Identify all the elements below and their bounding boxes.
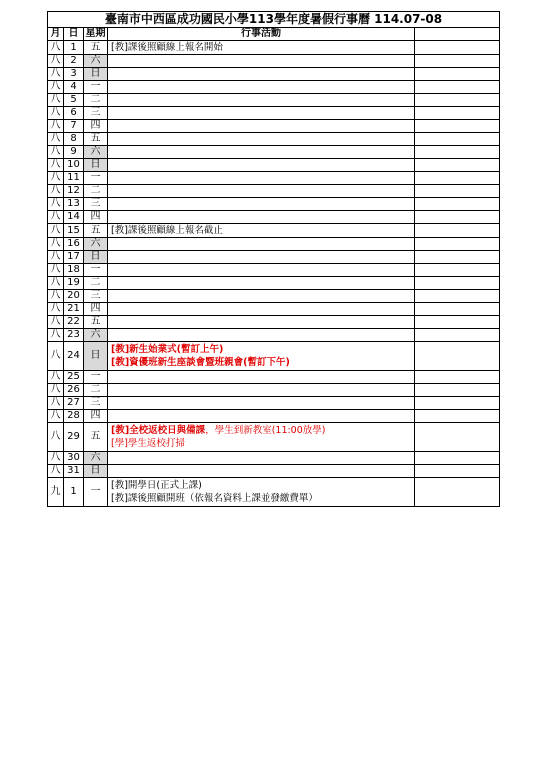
month-cell: 八 bbox=[48, 303, 64, 316]
activity-cell bbox=[108, 423, 415, 452]
activity-line bbox=[111, 492, 414, 505]
notes-cell bbox=[415, 55, 500, 68]
notes-cell bbox=[415, 81, 500, 94]
notes-cell bbox=[415, 224, 500, 238]
weekday-cell: 三 bbox=[84, 198, 108, 211]
weekday-cell: 日 bbox=[84, 251, 108, 264]
notes-cell bbox=[415, 133, 500, 146]
table-row bbox=[48, 94, 500, 107]
day-cell: 26 bbox=[64, 384, 84, 397]
notes-cell bbox=[415, 329, 500, 342]
day-cell: 5 bbox=[64, 94, 84, 107]
activity-cell bbox=[108, 159, 415, 172]
day-cell: 20 bbox=[64, 290, 84, 303]
notes-cell bbox=[415, 371, 500, 384]
weekday-cell: 六 bbox=[84, 55, 108, 68]
notes-cell bbox=[415, 211, 500, 224]
month-cell: 八 bbox=[48, 251, 64, 264]
table-row bbox=[48, 133, 500, 146]
month-cell: 八 bbox=[48, 224, 64, 238]
table-row bbox=[48, 107, 500, 120]
day-cell: 15 bbox=[64, 224, 84, 238]
notes-cell bbox=[415, 159, 500, 172]
table-row bbox=[48, 41, 500, 55]
month-cell: 八 bbox=[48, 238, 64, 251]
activity-text: [教]課後照顧線上報名開始 bbox=[111, 42, 223, 53]
notes-cell bbox=[415, 198, 500, 211]
page-title: 臺南市中西區成功國民小學113學年度暑假行事曆 114.07-08 bbox=[48, 12, 500, 28]
table-row bbox=[48, 55, 500, 68]
month-cell: 八 bbox=[48, 410, 64, 423]
notes-cell bbox=[415, 397, 500, 410]
notes-cell bbox=[415, 342, 500, 371]
day-cell: 10 bbox=[64, 159, 84, 172]
table-row bbox=[48, 316, 500, 329]
day-cell: 21 bbox=[64, 303, 84, 316]
weekday-cell: 三 bbox=[84, 107, 108, 120]
table-row bbox=[48, 397, 500, 410]
notes-cell bbox=[415, 41, 500, 55]
day-cell: 27 bbox=[64, 397, 84, 410]
notes-cell bbox=[415, 185, 500, 198]
activity-cell bbox=[108, 371, 415, 384]
calendar-sheet bbox=[47, 11, 500, 507]
table-row bbox=[48, 68, 500, 81]
month-cell: 九 bbox=[48, 478, 64, 507]
weekday-cell: 四 bbox=[84, 120, 108, 133]
activity-cell bbox=[108, 316, 415, 329]
notes-cell bbox=[415, 384, 500, 397]
activity-cell bbox=[108, 133, 415, 146]
table-row bbox=[48, 329, 500, 342]
notes-cell bbox=[415, 107, 500, 120]
activity-text: [教]開學日(正式上課) bbox=[111, 480, 202, 491]
table-row bbox=[48, 198, 500, 211]
day-cell: 6 bbox=[64, 107, 84, 120]
notes-cell bbox=[415, 146, 500, 159]
activity-cell bbox=[108, 94, 415, 107]
notes-cell bbox=[415, 290, 500, 303]
day-cell: 17 bbox=[64, 251, 84, 264]
day-cell: 2 bbox=[64, 55, 84, 68]
notes-cell bbox=[415, 410, 500, 423]
activity-cell bbox=[108, 290, 415, 303]
table-row bbox=[48, 290, 500, 303]
table-row bbox=[48, 146, 500, 159]
table-row bbox=[48, 251, 500, 264]
day-cell: 28 bbox=[64, 410, 84, 423]
notes-cell bbox=[415, 172, 500, 185]
month-cell: 八 bbox=[48, 329, 64, 342]
activity-cell bbox=[108, 68, 415, 81]
table-row bbox=[48, 159, 500, 172]
notes-cell bbox=[415, 277, 500, 290]
activity-cell bbox=[108, 410, 415, 423]
weekday-cell: 一 bbox=[84, 172, 108, 185]
activity-cell bbox=[108, 198, 415, 211]
activity-cell bbox=[108, 478, 415, 507]
month-cell: 八 bbox=[48, 68, 64, 81]
table-row bbox=[48, 465, 500, 478]
header-month: 月 bbox=[48, 28, 64, 41]
month-cell: 八 bbox=[48, 384, 64, 397]
notes-cell bbox=[415, 264, 500, 277]
month-cell: 八 bbox=[48, 159, 64, 172]
day-cell: 25 bbox=[64, 371, 84, 384]
weekday-cell: 一 bbox=[84, 81, 108, 94]
activity-cell bbox=[108, 224, 415, 238]
month-cell: 八 bbox=[48, 107, 64, 120]
day-cell: 11 bbox=[64, 172, 84, 185]
calendar-table bbox=[47, 11, 500, 507]
weekday-cell: 五 bbox=[84, 133, 108, 146]
month-cell: 八 bbox=[48, 371, 64, 384]
activity-cell bbox=[108, 55, 415, 68]
weekday-cell: 四 bbox=[84, 303, 108, 316]
day-cell: 30 bbox=[64, 452, 84, 465]
activity-line bbox=[111, 224, 414, 237]
day-cell: 22 bbox=[64, 316, 84, 329]
activity-cell bbox=[108, 185, 415, 198]
month-cell: 八 bbox=[48, 41, 64, 55]
table-row bbox=[48, 185, 500, 198]
activity-cell bbox=[108, 277, 415, 290]
activity-text: [教]新生始業式(暫訂上午) bbox=[111, 344, 224, 355]
month-cell: 八 bbox=[48, 342, 64, 371]
activity-cell bbox=[108, 465, 415, 478]
activity-cell bbox=[108, 303, 415, 316]
day-cell: 7 bbox=[64, 120, 84, 133]
notes-cell bbox=[415, 303, 500, 316]
activity-line bbox=[111, 424, 414, 437]
activity-line bbox=[111, 41, 414, 54]
activity-cell bbox=[108, 107, 415, 120]
weekday-cell: 三 bbox=[84, 397, 108, 410]
weekday-cell: 三 bbox=[84, 290, 108, 303]
month-cell: 八 bbox=[48, 146, 64, 159]
table-row bbox=[48, 303, 500, 316]
table-row bbox=[48, 452, 500, 465]
month-cell: 八 bbox=[48, 465, 64, 478]
weekday-cell: 二 bbox=[84, 277, 108, 290]
activity-cell bbox=[108, 41, 415, 55]
notes-cell bbox=[415, 465, 500, 478]
day-cell: 8 bbox=[64, 133, 84, 146]
month-cell: 八 bbox=[48, 264, 64, 277]
month-cell: 八 bbox=[48, 94, 64, 107]
month-cell: 八 bbox=[48, 81, 64, 94]
activity-cell bbox=[108, 211, 415, 224]
weekday-cell: 六 bbox=[84, 238, 108, 251]
month-cell: 八 bbox=[48, 185, 64, 198]
activity-text: [教]課後照顧開班（依報名資料上課並發繳費單） bbox=[111, 493, 318, 504]
activity-cell bbox=[108, 251, 415, 264]
notes-cell bbox=[415, 120, 500, 133]
activity-line bbox=[111, 343, 414, 356]
notes-cell bbox=[415, 423, 500, 452]
table-row bbox=[48, 238, 500, 251]
weekday-cell: 日 bbox=[84, 68, 108, 81]
month-cell: 八 bbox=[48, 397, 64, 410]
day-cell: 31 bbox=[64, 465, 84, 478]
activity-cell bbox=[108, 397, 415, 410]
weekday-cell: 二 bbox=[84, 384, 108, 397]
table-row bbox=[48, 478, 500, 507]
day-cell: 3 bbox=[64, 68, 84, 81]
activity-text: [教]資優班新生座談會暨班親會(暫訂下午) bbox=[111, 357, 290, 368]
activity-cell bbox=[108, 172, 415, 185]
activity-cell bbox=[108, 384, 415, 397]
notes-cell bbox=[415, 68, 500, 81]
table-row bbox=[48, 120, 500, 133]
table-row bbox=[48, 264, 500, 277]
activity-text: [學]學生返校打掃 bbox=[111, 438, 185, 449]
activity-cell bbox=[108, 81, 415, 94]
day-cell: 29 bbox=[64, 423, 84, 452]
day-cell: 16 bbox=[64, 238, 84, 251]
activity-line bbox=[111, 437, 414, 450]
month-cell: 八 bbox=[48, 452, 64, 465]
table-row bbox=[48, 423, 500, 452]
header-notes bbox=[415, 28, 500, 41]
table-row bbox=[48, 342, 500, 371]
weekday-cell: 五 bbox=[84, 423, 108, 452]
weekday-cell: 日 bbox=[84, 342, 108, 371]
activity-cell bbox=[108, 342, 415, 371]
activity-cell bbox=[108, 264, 415, 277]
weekday-cell: 二 bbox=[84, 94, 108, 107]
activity-cell bbox=[108, 452, 415, 465]
header-day: 日 bbox=[64, 28, 84, 41]
header-activity: 行事活動 bbox=[108, 28, 415, 41]
weekday-cell: 五 bbox=[84, 224, 108, 238]
activity-cell bbox=[108, 238, 415, 251]
day-cell: 24 bbox=[64, 342, 84, 371]
weekday-cell: 四 bbox=[84, 211, 108, 224]
day-cell: 19 bbox=[64, 277, 84, 290]
table-row bbox=[48, 410, 500, 423]
day-cell: 18 bbox=[64, 264, 84, 277]
activity-cell bbox=[108, 329, 415, 342]
day-cell: 9 bbox=[64, 146, 84, 159]
weekday-cell: 二 bbox=[84, 185, 108, 198]
table-row bbox=[48, 277, 500, 290]
activity-cell bbox=[108, 146, 415, 159]
weekday-cell: 一 bbox=[84, 371, 108, 384]
header-weekday: 星期 bbox=[85, 28, 106, 39]
activity-cell bbox=[108, 120, 415, 133]
month-cell: 八 bbox=[48, 172, 64, 185]
table-row bbox=[48, 172, 500, 185]
weekday-cell: 五 bbox=[84, 316, 108, 329]
month-cell: 八 bbox=[48, 211, 64, 224]
weekday-cell: 一 bbox=[84, 264, 108, 277]
day-cell: 14 bbox=[64, 211, 84, 224]
day-cell: 23 bbox=[64, 329, 84, 342]
month-cell: 八 bbox=[48, 133, 64, 146]
month-cell: 八 bbox=[48, 423, 64, 452]
table-row bbox=[48, 384, 500, 397]
day-cell: 1 bbox=[64, 41, 84, 55]
notes-cell bbox=[415, 238, 500, 251]
month-cell: 八 bbox=[48, 277, 64, 290]
day-cell: 4 bbox=[64, 81, 84, 94]
day-cell: 13 bbox=[64, 198, 84, 211]
notes-cell bbox=[415, 316, 500, 329]
month-cell: 八 bbox=[48, 120, 64, 133]
day-cell: 1 bbox=[64, 478, 84, 507]
table-row bbox=[48, 224, 500, 238]
month-cell: 八 bbox=[48, 198, 64, 211]
weekday-cell: 日 bbox=[84, 465, 108, 478]
weekday-cell: 六 bbox=[84, 452, 108, 465]
activity-line bbox=[111, 479, 414, 492]
table-row bbox=[48, 371, 500, 384]
weekday-cell: 六 bbox=[84, 146, 108, 159]
notes-cell bbox=[415, 94, 500, 107]
activity-text: ，學生到新教室(11:00放學) bbox=[205, 425, 326, 436]
table-row bbox=[48, 211, 500, 224]
weekday-cell: 四 bbox=[84, 410, 108, 423]
notes-cell bbox=[415, 478, 500, 507]
activity-text: [教]課後照顧線上報名截止 bbox=[111, 225, 223, 236]
weekday-cell: 日 bbox=[84, 159, 108, 172]
activity-line bbox=[111, 356, 414, 369]
month-cell: 八 bbox=[48, 55, 64, 68]
notes-cell bbox=[415, 452, 500, 465]
table-row bbox=[48, 81, 500, 94]
day-cell: 12 bbox=[64, 185, 84, 198]
notes-cell bbox=[415, 251, 500, 264]
weekday-cell: 六 bbox=[84, 329, 108, 342]
month-cell: 八 bbox=[48, 316, 64, 329]
activity-text: [教]全校返校日與備課 bbox=[111, 425, 206, 436]
weekday-cell: 五 bbox=[84, 41, 108, 55]
weekday-cell: 一 bbox=[84, 478, 108, 507]
month-cell: 八 bbox=[48, 290, 64, 303]
